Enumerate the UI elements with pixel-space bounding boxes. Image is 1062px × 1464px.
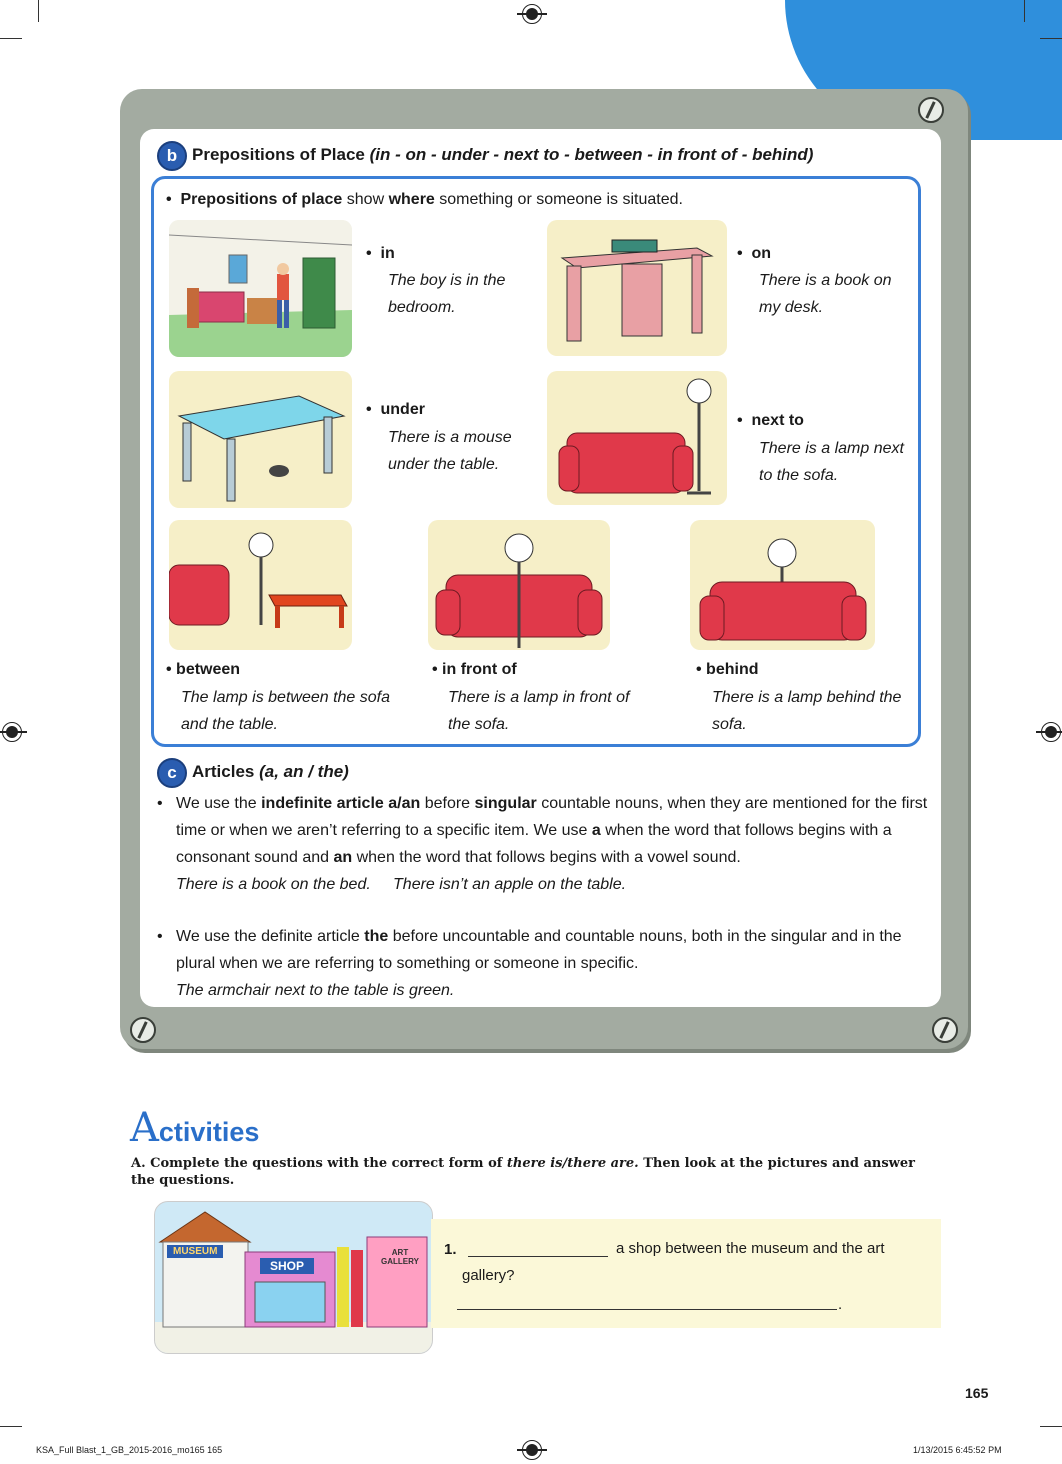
section-c-title: Articles (a, an / the) <box>192 762 349 781</box>
label-in-front-of: • in front of <box>432 661 517 678</box>
answer-line-end: . <box>838 1296 843 1313</box>
bullet: • <box>157 795 163 812</box>
example-behind: There is a lamp behind the sofa. <box>712 689 902 733</box>
bullet: • <box>157 928 163 945</box>
page-number: 165 <box>965 1385 989 1401</box>
footer-file: KSA_Full Blast_1_GB_2015-2016_mo165 165 <box>36 1445 223 1455</box>
example-in: The boy is in the bedroom. <box>388 272 506 316</box>
registration-mark <box>522 1440 542 1460</box>
crop-mark <box>1040 1426 1062 1427</box>
label-behind: • behind <box>696 661 759 678</box>
crop-mark <box>1024 0 1025 22</box>
sofa-lamp-picture <box>547 371 727 505</box>
articles-paragraph-2: We use the definite article the before uncountable and countable nouns, both in the singular and in the plural when we are referring to something or someone in specific. The armchair next to the table is green. <box>176 928 902 999</box>
shop-sign: SHOP <box>260 1258 314 1274</box>
label-next-to: • next to <box>737 412 804 429</box>
question-1-text-cont: gallery? <box>462 1267 515 1284</box>
crop-mark <box>0 1426 22 1427</box>
registration-mark <box>1041 722 1061 742</box>
gallery-sign: ART GALLERY <box>381 1248 419 1266</box>
in-front-of-picture <box>428 520 610 650</box>
museum-sign: MUSEUM <box>167 1245 223 1258</box>
crop-mark <box>1040 38 1062 39</box>
bedroom-picture <box>169 220 352 357</box>
example-under: There is a mouse under the table. <box>388 429 512 473</box>
example-on: There is a book on my desk. <box>759 272 892 316</box>
section-b-title: Prepositions of Place (in - on - under - next to - between - in front of - behind) <box>192 145 814 164</box>
desk-picture <box>547 220 727 356</box>
label-under: • under <box>366 401 425 418</box>
label-in: • in <box>366 245 395 262</box>
label-on: • on <box>737 245 772 262</box>
registration-mark <box>522 4 542 24</box>
example-in-front-of: There is a lamp in front of the sofa. <box>448 689 630 733</box>
bolt-icon <box>932 1017 958 1043</box>
bolt-icon <box>130 1017 156 1043</box>
question-1-number: 1. <box>444 1241 457 1258</box>
answer-blank-1[interactable] <box>468 1256 608 1257</box>
street-picture <box>154 1201 433 1354</box>
articles-paragraph-1: We use the indefinite article a/an before singular countable nouns, when they are mentioned for the first time or when we aren’t referring to a specific item. We use a when the word that follows begins with a consonant sound and an when the word that follows begins with a vowel sound. There is a book on the bed. There isn’t an apple on the table. <box>176 795 928 893</box>
prepositions-intro: • Prepositions of place show where something or someone is situated. <box>166 191 683 208</box>
example-between: The lamp is between the sofa and the table. <box>181 689 391 733</box>
table-mouse-picture <box>169 371 352 508</box>
activities-title: Activities <box>130 1105 260 1151</box>
activity-a-instruction: A. Complete the questions with the correct form of there is/there are. Then look at the pictures and answer the questions. <box>131 1156 915 1188</box>
registration-mark <box>2 722 22 742</box>
crop-mark <box>38 0 39 22</box>
between-picture <box>169 520 352 650</box>
crop-mark <box>0 38 22 39</box>
section-c-badge: c <box>157 758 187 788</box>
answer-line-1[interactable] <box>457 1309 837 1310</box>
label-between: • between <box>166 661 241 678</box>
example-next-to: There is a lamp next to the sofa. <box>759 440 904 484</box>
question-1-text: a shop between the museum and the art <box>616 1240 885 1257</box>
bolt-icon <box>918 97 944 123</box>
footer-date: 1/13/2015 6:45:52 PM <box>913 1445 1002 1455</box>
behind-picture <box>690 520 875 650</box>
section-b-badge: b <box>157 141 187 171</box>
